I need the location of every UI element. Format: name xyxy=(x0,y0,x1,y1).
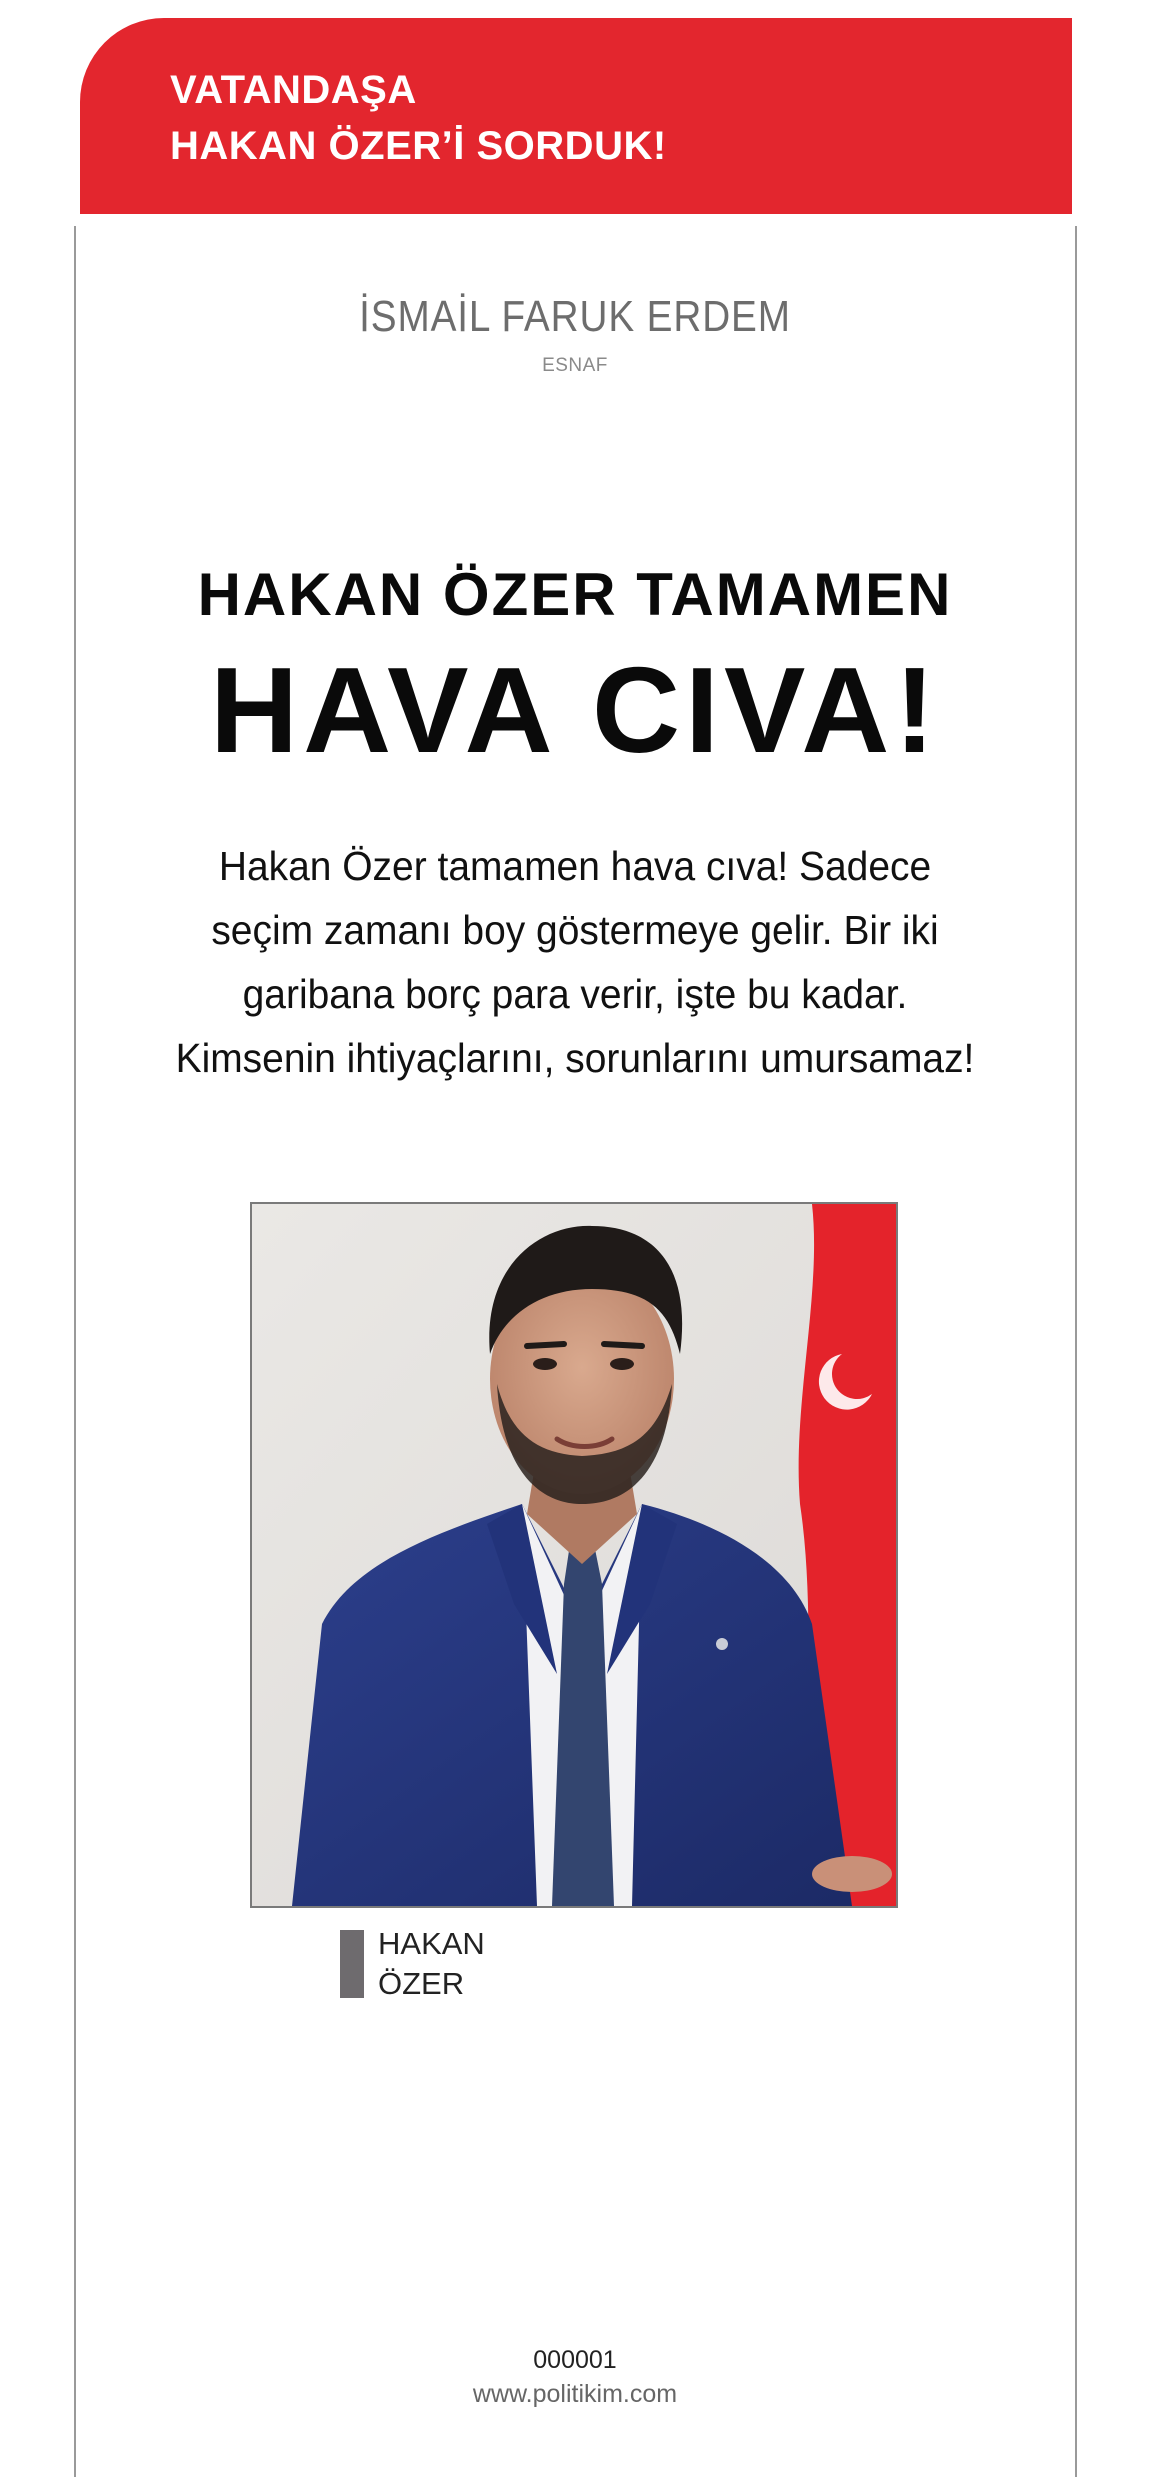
portrait-photo xyxy=(250,1202,898,1908)
quote-line: seçim zamanı boy göstermeye gelir. Bir iki xyxy=(211,907,939,953)
quote-text xyxy=(162,834,989,1090)
quote-line: Kimsenin ihtiyaçlarını, sorunlarını umursamaz! xyxy=(175,1035,975,1081)
photo-caption-line-1: HAKAN xyxy=(378,1926,485,1961)
header-banner xyxy=(80,18,1072,214)
photo-caption xyxy=(378,1924,485,2004)
author-role: ESNAF xyxy=(542,355,608,376)
quote-line: Hakan Özer tamamen hava cıva! Sadece xyxy=(218,843,932,889)
caption-accent-bar xyxy=(340,1930,364,1998)
headline-line-2: HAVA CIVA! xyxy=(210,642,940,778)
header-title-line-1: VATANDAŞA xyxy=(170,68,417,112)
footer-id: 000001 xyxy=(533,2346,617,2374)
footer-url[interactable]: www.politikim.com xyxy=(472,2380,678,2408)
headline-line-1: HAKAN ÖZER TAMAMEN xyxy=(197,561,953,628)
photo-caption-line-2: ÖZER xyxy=(378,1966,465,2001)
header-title-line-2: HAKAN ÖZER’İ SORDUK! xyxy=(170,124,667,168)
author-name: İSMAİL FARUK ERDEM xyxy=(359,292,791,341)
quote-line: garibana borç para verir, işte bu kadar. xyxy=(242,971,908,1017)
